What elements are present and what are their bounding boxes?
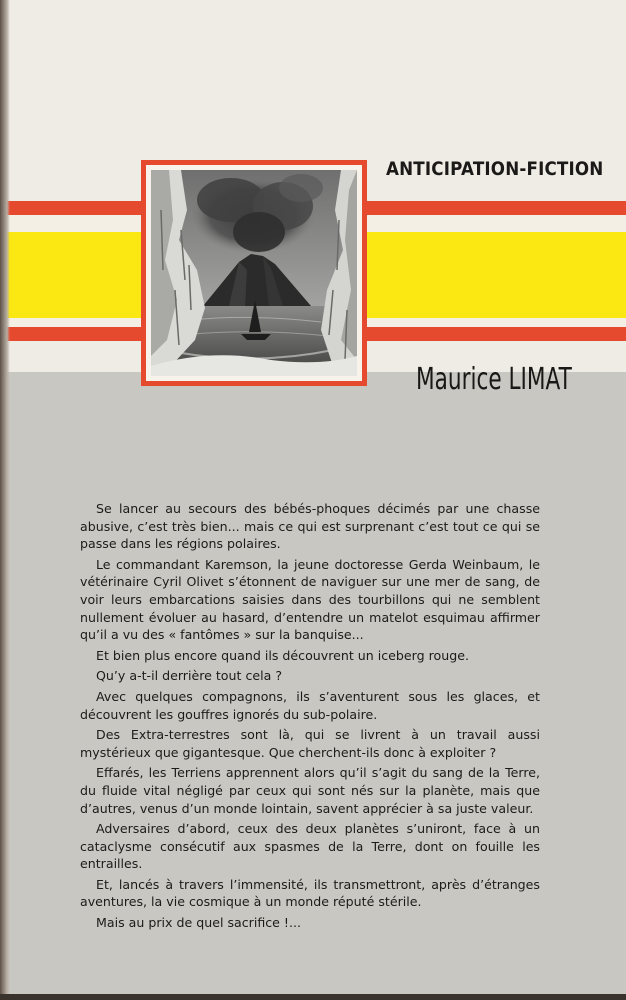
author-name: Maurice LIMAT	[416, 362, 572, 397]
blurb-text	[80, 500, 540, 935]
blurb-paragraph: Le commandant Karemson, la jeune doctoresse Gerda Weinbaum, le vétérinaire Cyril Olivet s’étonnent de naviguer sur une mer de sang, de voir leurs embarcations saisies dans des tourbillons qui ne semblent nullement évoluer au hasard, d’entendre un matelot esquimau affirmer qu’il a vu des « fantômes » sur la banquise...	[80, 556, 540, 643]
bottom-edge	[0, 994, 626, 1000]
blurb-paragraph: Se lancer au secours des bébés-phoques décimés par une chasse abusive, c’est très bien... mais ce qui est surprenant c’est tout ce qui se passe dans les régions polaires.	[80, 501, 540, 552]
volcano-iceberg-illustration	[151, 170, 357, 376]
series-title: ANTICIPATION-FICTION	[386, 158, 604, 180]
blurb-paragraph: Mais au prix de quel sacrifice !...	[96, 915, 301, 931]
blurb-paragraph: Effarés, les Terriens apprennent alors qu’il s’agit du sang de la Terre, du fluide vital négligé par ceux qui sont nés sur la planète, mais que d’autres, venus d’un monde lointain, savent apprécier à sa juste valeur.	[80, 765, 540, 816]
blurb-paragraph: Et bien plus encore quand ils découvrent un iceberg rouge.	[96, 647, 469, 663]
blurb-paragraph: Avec quelques compagnons, ils s’aventurent sous les glaces, et découvrent les gouffres ignorés du sub-polaire.	[80, 688, 540, 722]
blurb-paragraph: Des Extra-terrestres sont là, qui se livrent à un travail aussi mystérieux que gigantesque. Que cherchent-ils donc à exploiter ?	[80, 727, 540, 760]
spine-edge	[0, 0, 10, 1000]
blurb-paragraph: Et, lancés à travers l’immensité, ils transmettront, après d’étranges aventures, la vie cosmique à un monde réputé stérile.	[80, 876, 540, 910]
blurb-paragraph: Qu’y a-t-il derrière tout cela ?	[96, 668, 283, 684]
blurb-paragraph: Adversaires d’abord, ceux des deux planètes s’uniront, face à un cataclysme consécutif aux spasmes de la Terre, dont on fouille les entrailles.	[80, 821, 540, 872]
